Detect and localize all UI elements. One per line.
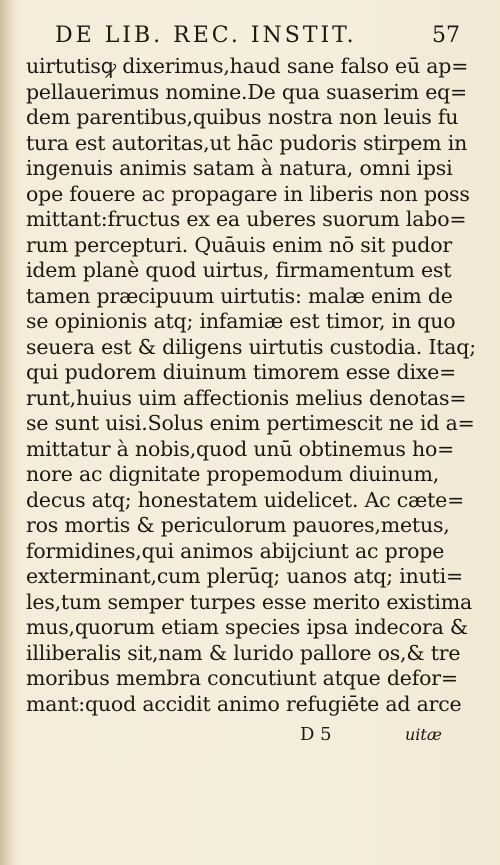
text-line: seuera est & diligens uirtutis custodia. Itaq; bbox=[26, 334, 476, 359]
text-line: se sunt uisi.Solus enim pertimescit ne id a= bbox=[26, 411, 475, 435]
text-line: pellauerimus nomine.De qua suaserim eq= bbox=[26, 79, 468, 104]
catchword: uitæ bbox=[405, 725, 442, 744]
text-line: se opinionis atq; infamiæ est timor, in quo bbox=[26, 309, 456, 333]
text-line: dem parentibus,quibus nostra non leuis fu bbox=[26, 105, 459, 129]
text-line: decus atq; honestatem uidelicet. Ac cæte= bbox=[26, 487, 465, 512]
text-line: idem planè quod uirtus, firmamentum est bbox=[26, 258, 452, 282]
text-line: rum percepturi. Quāuis enim nō sit pudor bbox=[26, 232, 452, 257]
text-line: mittatur à nobis,quod unū obtinemus ho= bbox=[26, 436, 455, 461]
page-number: 57 bbox=[432, 23, 460, 48]
text-line: mittant:fructus ex ea uberes suorum labo= bbox=[26, 207, 467, 231]
text-line: ros mortis & periculorum pauores,metus, bbox=[26, 513, 450, 537]
text-line: mus,quorum etiam species ipsa indecora & bbox=[26, 615, 468, 639]
text-line: ingenuis animis satam à natura, omni ipsi bbox=[26, 156, 453, 180]
page-footer bbox=[0, 722, 500, 752]
body-text bbox=[26, 54, 476, 717]
text-line: uirtutisꝙ dixerimus,haud sane falso eū ap= bbox=[26, 54, 469, 78]
running-title: DE LIB. REC. INSTIT. bbox=[55, 23, 357, 48]
text-line: runt,huius uim affectionis melius denotas= bbox=[26, 385, 467, 410]
text-line: ope fouere ac propagare in liberis non poss bbox=[26, 181, 470, 206]
text-line: tura est autoritas,ut hāc pudoris stirpem in bbox=[26, 130, 468, 155]
running-head bbox=[40, 20, 460, 50]
signature-mark: D 5 bbox=[300, 724, 332, 745]
text-line: mant:quod accidit animo refugiēte ad arce bbox=[26, 691, 462, 716]
text-line: qui pudorem diuinum timorem esse dixe= bbox=[26, 360, 457, 384]
text-line: exterminant,cum plerūq; uanos atq; inuti= bbox=[26, 564, 463, 588]
text-line: illiberalis sit,nam & lurido pallore os,& tre bbox=[26, 640, 461, 665]
text-line: tamen præcipuum uirtutis: malæ enim de bbox=[26, 283, 453, 308]
text-line: nore ac dignitate propemodum diuinum, bbox=[26, 462, 440, 486]
text-line: les,tum semper turpes esse merito existima bbox=[26, 589, 472, 614]
text-line: moribus membra concutiunt atque defor= bbox=[26, 666, 458, 690]
text-line: formidines,qui animos abijciunt ac prope bbox=[26, 538, 445, 563]
